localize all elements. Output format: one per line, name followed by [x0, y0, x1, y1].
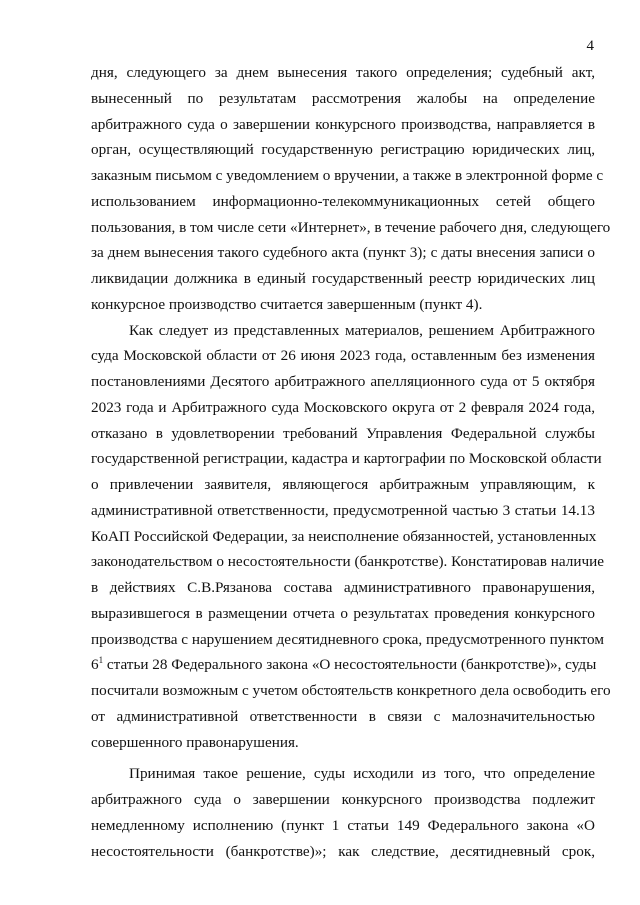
document-body: [91, 60, 611, 864]
article-number: 6: [91, 656, 99, 674]
text-line: в действиях С.В.Рязанова состава административного правонарушения,: [91, 579, 595, 596]
text-line: арбитражного суда о завершении конкурсного производства, направляется в: [91, 115, 595, 133]
page-number: 4: [586, 38, 594, 54]
text-line: государственной регистрации, кадастра и картографии по Московской области: [91, 450, 602, 468]
text-line: от административной ответственности в связи с малозначительностью: [91, 707, 595, 725]
article-superscript: 1: [98, 655, 104, 666]
text-line: отказано в удовлетворении требований Управления Федеральной службы: [91, 424, 595, 442]
text-line: орган, осуществляющий государственную регистрацию юридических лиц,: [91, 141, 595, 159]
text-line: суда Московской области от 26 июня 2023 года, оставленным без изменения: [91, 347, 595, 365]
text-line: дня, следующего за днем вынесения такого определения; судебный акт,: [91, 64, 595, 81]
text-line: вынесенный по результатам рассмотрения жалобы на определение: [91, 89, 595, 107]
text-line: использованием информационно-телекоммуникационных сетей общего: [91, 192, 595, 210]
text-line: о привлечении заявителя, являющегося арбитражным управляющим, к: [91, 476, 595, 493]
text-line: посчитали возможным с учетом обстоятельств конкретного дела освободить его: [91, 682, 611, 699]
text-line: производства с нарушением десятидневного срока, предусмотренного пунктом: [91, 630, 604, 648]
text-line: выразившегося в размещении отчета о результатах проведения конкурсного: [91, 604, 595, 622]
text-line: конкурсное производство считается завершенным (пункт 4).: [91, 295, 483, 313]
text-line: Принимая такое решение, суды исходили из того, что определение: [129, 765, 595, 783]
text-line: за днем вынесения такого судебного акта (пункт 3); с даты внесения записи о: [91, 244, 595, 262]
text-line-with-superscript: [91, 652, 595, 678]
paragraph-2: [91, 318, 611, 756]
text-line: несостоятельности (банкротстве)»; как следствие, десятидневный срок,: [91, 842, 595, 860]
text-line: заказным письмом с уведомлением о вручении, а также в электронной форме с: [91, 167, 604, 184]
text-line: Как следует из представленных материалов, решением Арбитражного: [129, 321, 595, 339]
text-line: КоАП Российской Федерации, за неисполнение обязанностей, установленных: [91, 527, 597, 545]
text-line-rest: статьи 28 Федерального закона «О несостоятельности (банкротстве)», суды: [103, 656, 597, 674]
paragraph-1: [91, 60, 611, 318]
text-line: немедленному исполнению (пункт 1 статьи 149 Федерального закона «О: [91, 816, 595, 834]
text-line: совершенного правонарушения.: [91, 733, 299, 751]
text-line: законодательством о несостоятельности (банкротстве). Констатировав наличие: [91, 553, 604, 571]
text-line: постановлениями Десятого арбитражного апелляционного суда от 5 октября: [91, 373, 595, 390]
text-line: 2023 года и Арбитражного суда Московского округа от 2 февраля 2024 года,: [91, 398, 595, 416]
text-line: арбитражного суда о завершении конкурсного производства подлежит: [91, 791, 595, 808]
text-line: ликвидации должника в единый государственный реестр юридических лиц: [91, 270, 595, 287]
text-line: пользования, в том числе сети «Интернет», в течение рабочего дня, следующего: [91, 218, 611, 236]
text-line: административной ответственности, предусмотренной частью 3 статьи 14.13: [91, 501, 595, 519]
paragraph-3: [91, 761, 595, 864]
